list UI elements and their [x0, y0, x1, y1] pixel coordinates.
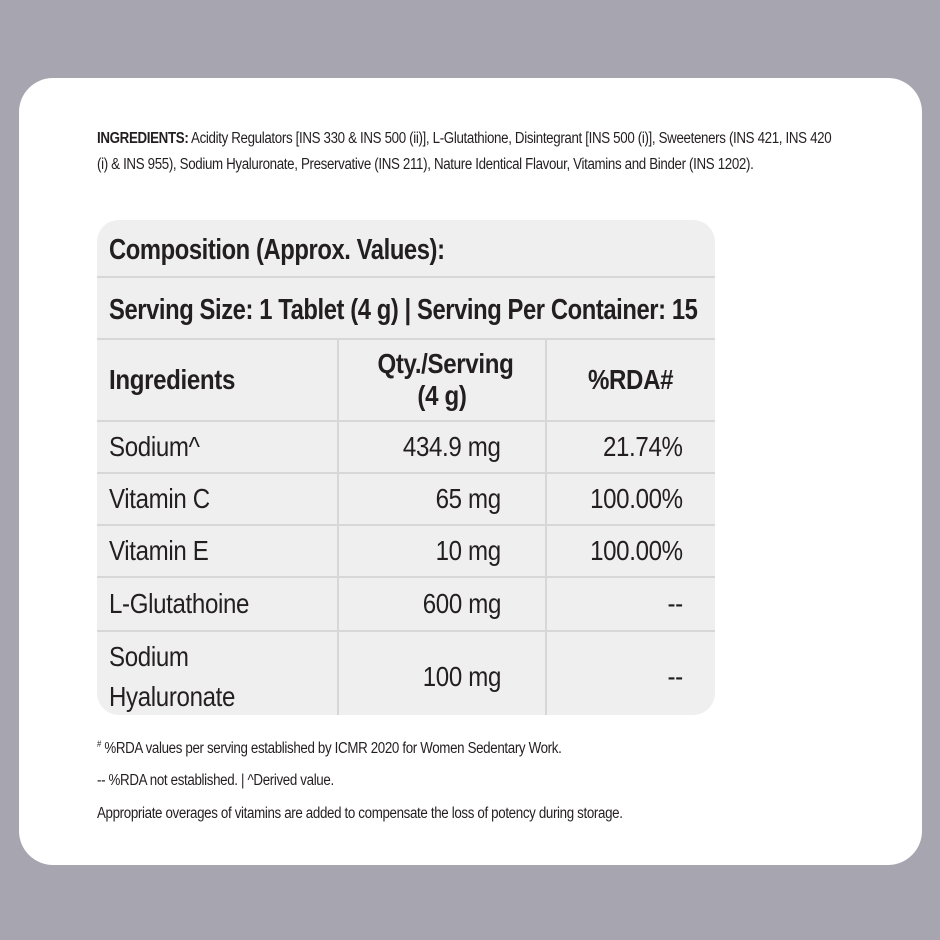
- table-row: [97, 632, 715, 715]
- serving-row: [97, 278, 715, 340]
- ingredient-qty: 10 mg: [435, 535, 501, 566]
- ingredient-qty: 65 mg: [435, 483, 501, 514]
- header-rda: %RDA#: [588, 364, 674, 395]
- ingredient-rda: --: [667, 588, 683, 619]
- table-title-row: [97, 220, 715, 278]
- ingredient-rda: 100.00%: [590, 535, 683, 566]
- footnote-rda-text: %RDA values per serving established by ICMR 2020 for Women Sedentary Work.: [100, 740, 562, 757]
- ingredient-name: Sodium^: [109, 431, 200, 462]
- ingredient-qty: 434.9 mg: [403, 431, 501, 462]
- footnote-rda-mark: #: [97, 739, 101, 749]
- ingredient-rda: 21.74%: [603, 431, 683, 462]
- ingredient-name: L-Glutathoine: [109, 588, 250, 619]
- table-title: Composition (Approx. Values):: [109, 234, 445, 266]
- ingredient-name: Sodium Hyaluronate: [109, 641, 236, 712]
- footnote-not-established: -- %RDA not established. | ^Derived value.: [97, 772, 334, 789]
- ingredient-qty: 100 mg: [422, 661, 501, 692]
- table-grid: [97, 340, 715, 715]
- footnote-overages: Appropriate overages of vitamins are added to compensate the loss of potency during storage.: [97, 805, 623, 822]
- ingredients-text: Acidity Regulators [INS 330 & INS 500 (ii)], L-Glutathione, Disintegrant [INS 500 (i)], Sweeteners (INS 421, INS 420 (i) & INS 955), Sodium Hyaluronate, Preservative (INS 211), Nature Identical Flavour, Vitamins and Binder (INS 1202).: [97, 130, 832, 173]
- nutrition-card: [19, 78, 922, 865]
- header-ingredients: Ingredients: [109, 364, 236, 395]
- ingredient-qty: 600 mg: [422, 588, 501, 619]
- table-header-row: [97, 340, 715, 422]
- ingredient-name: Vitamin C: [109, 483, 210, 514]
- ingredients-label: INGREDIENTS:: [97, 130, 189, 147]
- table-row: [97, 422, 715, 474]
- footnote-rda: [97, 739, 837, 758]
- ingredient-rda: --: [667, 661, 683, 692]
- table-row: [97, 526, 715, 578]
- table-row: [97, 578, 715, 632]
- composition-table: [97, 220, 715, 715]
- ingredient-name: Vitamin E: [109, 535, 209, 566]
- ingredient-rda: 100.00%: [590, 483, 683, 514]
- table-row: [97, 474, 715, 526]
- serving-size-text: Serving Size: 1 Tablet (4 g) | Serving Per Container: 15: [109, 294, 698, 326]
- header-qty-serving: Qty./Serving (4 g): [377, 348, 514, 411]
- ingredients-paragraph: [97, 126, 837, 178]
